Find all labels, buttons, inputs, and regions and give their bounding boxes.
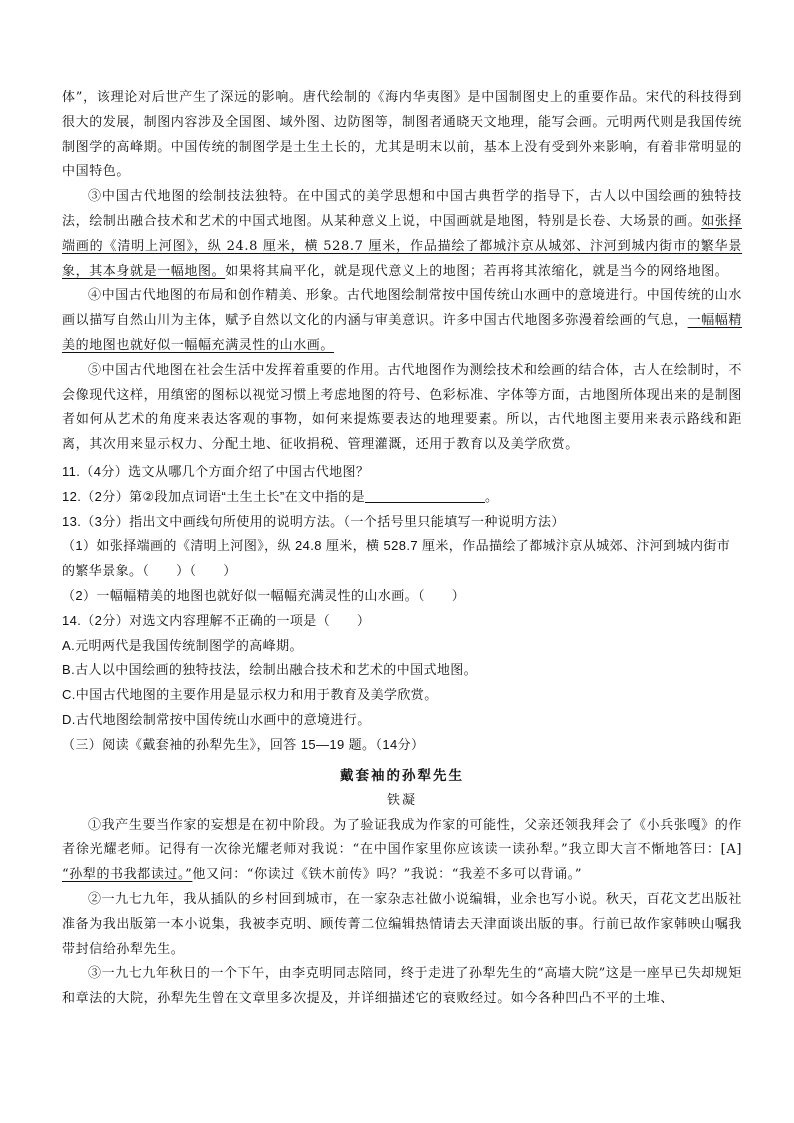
article-title: 戴套袖的孙犁先生 — [340, 767, 464, 784]
paragraph-text: ④中国古代地图的布局和创作精美、形象。古代地图绘制常按中国传统山水画中的意境进行。中国传统的山水画以描写自然山川为主体，赋予自然以文化的内涵与审美意识。许多中国古代地图多弥漫着绘画的气息， — [62, 288, 742, 329]
question-14-option-d: D.古代地图绘制常按中国传统山水画中的意境进行。 — [62, 711, 371, 727]
passage-paragraph-4 — [62, 284, 742, 358]
paragraph-text: 他又问：“你读过《铁木前传》吗？”我说：“我差不多可以背诵。” — [192, 867, 583, 883]
question-14-option-a: A.元明两代是我国传统制图学的高峰期。 — [62, 637, 303, 653]
question-13-item-2: （2）一幅幅精美的地图也就好似一幅幅充满灵性的山水画。（ ） — [62, 587, 466, 603]
underlined-sentence: 如张择端画的《清明上河图》，纵 24.8 厘米，横 528.7 厘米，作品描绘了都城汴京从城郊、汴河到城内街市的繁华景象，其本身就是一幅地图。 — [62, 213, 743, 279]
article-paragraph-1 — [62, 814, 742, 888]
article-author: 铁凝 — [386, 792, 417, 808]
page-content — [62, 86, 742, 1012]
underlined-sentence: “孙犁的书我都读过。” — [62, 867, 193, 883]
passage-paragraph-3 — [62, 185, 742, 284]
question-12 — [62, 485, 742, 510]
underlined-sentence: 一幅幅精美的地图也就好似一幅幅充满灵性的山水画。 — [62, 313, 743, 353]
paragraph-text: ③中国古代地图的绘制技法独特。在中国式的美学思想和中国古典哲学的指导下，古人以中国绘画的独特技法，绘制出融合技术和艺术的中国式地图。从某种意义上说，中国画就是地图，特别是长卷、大场景的画。 — [62, 189, 742, 229]
section-3-heading: （三）阅读《戴套袖的孙犁先生》，回答 15—19 题。（14分） — [62, 736, 425, 752]
question-14: 14.（2分）对选文内容理解不正确的一项是（ ） — [62, 612, 371, 628]
question-11: 11.（4分）选文从哪几个方面介绍了中国古代地图？ — [62, 463, 370, 479]
passage-paragraph-5: ⑤中国古代地图在社会生活中发挥着重要的作用。古代地图作为测绘技术和绘画的结合体，古人在绘制时，不会像现代这样，用缜密的图标以视觉习惯上考虑地图的符号、色彩标准、字体等方面，古地图所体现出来的是制图者如何从艺术的角度来表达客观的事物，如何来提炼要表达的地理要素。所以，古代地图主要用来表示路线和距离，其次用来显示权力、分配土地、征收捐税、管理灌溉，还用于教育以及美学欣赏。 — [62, 362, 743, 453]
question-13: 13.（3分）指出文中画线句所使用的说明方法。（一个括号里只能填写一种说明方法） — [62, 513, 565, 529]
passage-paragraph-2-continued: 体”，该理论对后世产生了深远的影响。唐代绘制的《海内华夷图》是中国制图史上的重要作品。宋代的科技得到很大的发展，制图内容涉及全国图、域外图、边防图等，制图者通晓天文地理，能写会画。元明两代则是我国传统制图学的高峰期。中国传统的制图学是土生土长的，尤其是明末以前，基本上没有受到外来影响，有着非常明显的中国特色。 — [62, 90, 743, 180]
question-14-option-c: C.中国古代地图的主要作用是显示权力和用于教育及美学欣赏。 — [62, 687, 438, 703]
paragraph-text: 如果将其扁平化，就是现代意义上的地图；若再将其浓缩化，就是当今的网络地图。 — [225, 263, 729, 279]
paragraph-text: ①我产生要当作家的妄想是在初中阶段。为了验证我成为作家的可能性，父亲还领我拜会了《小兵张嘎》的作者徐光耀老师。记得有一次徐光耀老师对我说：“在中国作家里你应该读一读孙犁。”我立即大言不惭地答曰：[A] — [62, 817, 742, 858]
question-13-item-1: （1）如张择端画的《清明上河图》，纵 24.8 厘米，横 528.7 厘米，作品描绘了都城汴京从城郊、汴河到城内街市的繁华景象。（ ）（ ） — [62, 538, 731, 579]
answer-blank[interactable] — [365, 488, 485, 503]
question-text: 12.（2分）第②段加点词语“土生土长”在文中指的是 — [62, 488, 366, 504]
article-paragraph-2: ②一九七九年，我从插队的乡村回到城市，在一家杂志社做小说编辑，业余也写小说。秋天，百花文艺出版社准备为我出版第一本小说集，我被李克明、顾传菁二位编辑热情请去天津面谈出版的事。行前已故作家韩映山嘱我带封信给孙犁先生。 — [62, 891, 743, 957]
question-text-end: 。 — [485, 488, 499, 504]
question-14-option-b: B.古人以中国绘画的独特技法，绘制出融合技术和艺术的中国式地图。 — [62, 662, 478, 678]
article-paragraph-3: ③一九七九年秋日的一个下午，由李克明同志陪同，终于走进了孙犁先生的“高墙大院”这是一座早已失却规矩和章法的大院，孙犁先生曾在文章里多次提及，并详细描述它的衰败经过。如今各种凹凸不平的土堆、 — [62, 966, 742, 1007]
